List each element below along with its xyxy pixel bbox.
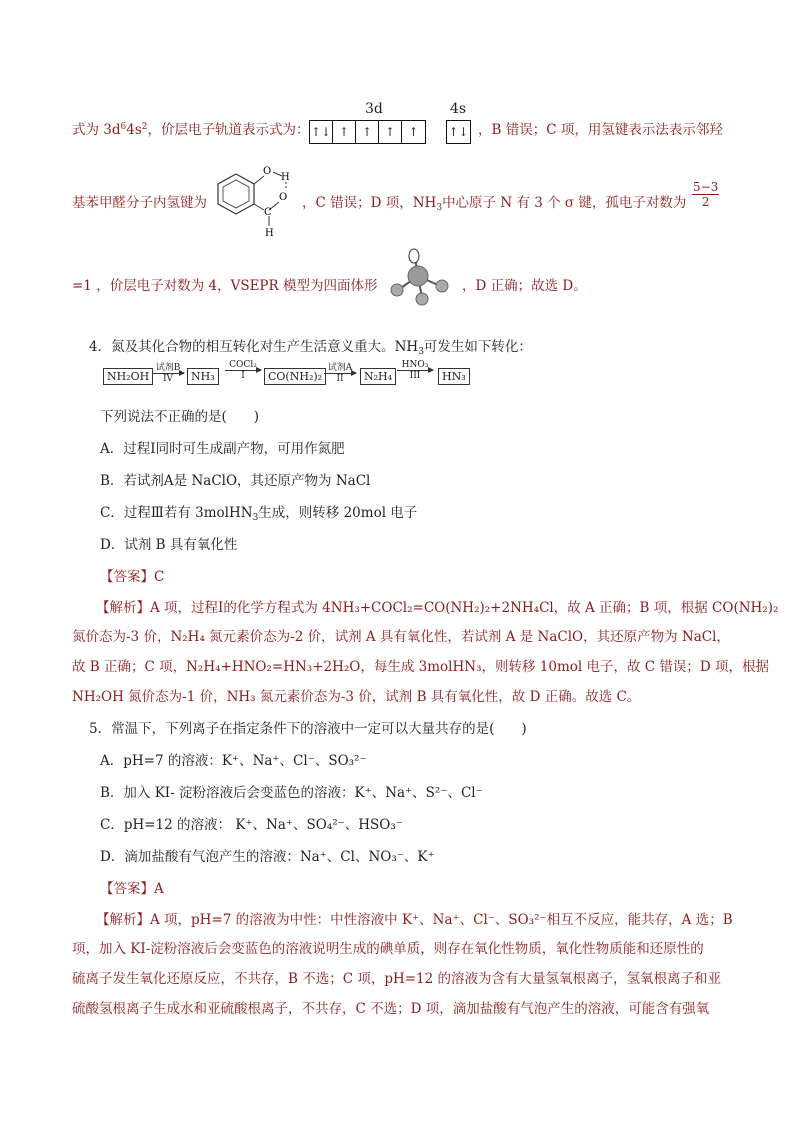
q5-explanation-3: 硫离子发生氧化还原反应，不共存，B 不选；C 项，pH=12 的溶液为含有大量氢氧根离子，氢氧根离子和亚 [72, 971, 722, 987]
fraction: 5−3 2 [693, 180, 719, 209]
orbital-4s-box: ↑↓ [446, 120, 471, 144]
q4-answer: 【答案】C [100, 569, 165, 585]
q5-answer: 【答案】A [100, 881, 164, 897]
tetrahedral-model [384, 244, 460, 306]
q4-option-d: D．试剂 B 具有氧化性 [100, 537, 238, 553]
orbital-3d-boxes: ↑↓ ↑ ↑ ↑ ↑ [309, 120, 426, 144]
q5-option-c: C．pH=12 的溶液： K⁺、Na⁺、SO₄²⁻、HSO₃⁻ [100, 817, 403, 833]
mol-h1: H [281, 172, 290, 183]
q4-option-b: B．若试剂A是 NaClO，其还原产物为 NaCl [100, 473, 371, 489]
prev-line-1: 式为 $3d^64s^2$，价层电子轨道表示式为： [72, 122, 310, 138]
mol-c: C [264, 207, 272, 218]
q5-explanation-1: 【解析】A 项，pH=7 的溶液为中性：中性溶液中 K⁺、Na⁺、Cl⁻、SO₃²⁻相互不反应，能共存，A 选；B [96, 912, 733, 928]
orbital-4s-label: 4s [450, 101, 467, 117]
q4-explanation-4: NH₂OH 氮价态为-1 价，NH₃ 氮元素价态为-3 价，试剂 B 具有氧化性，故 D 正确。故选 C。 [72, 689, 641, 705]
q5-option-d: D．滴加盐酸有气泡产生的溶液：Na⁺、Cl、NO₃⁻、K⁺ [100, 849, 435, 865]
flow-box-n2h4: N₂H₄ [360, 368, 396, 385]
flow-arrow-iv: 试剂B IV [152, 360, 184, 384]
q4-explanation-1: 【解析】A 项，过程Ⅰ的化学方程式为 4NH₃+COCl₂=CO(NH₂)₂+2NH₄Cl，故 A 正确；B 项，根据 CO(NH₂)₂ [96, 600, 779, 616]
q5-option-a: A．pH=7 的溶液：K⁺、Na⁺、Cl⁻、SO₃²⁻ [100, 753, 367, 769]
q4-explanation-3: 故 B 正确；C 项，N₂H₄+HNO₂=HN₃+2H₂O，每生成 3molHN₃，则转移 10mol 电子，故 C 错误；D 项，根据 [72, 659, 770, 675]
mol-o1: O [263, 166, 272, 177]
q4-explanation-2: 氮价态为-3 价，N₂H₄ 氮元素价态为-2 价，试剂 A 具有氧化性，若试剂 A 是 NaClO，其还原产物为 NaCl， [72, 629, 730, 645]
hydrogen-bond-structure [206, 158, 302, 238]
prev-line-2-mid: ，C 错误；D 项，$NH_3$中心原子 N 有 3 个 σ 键，孤电子对数为 [302, 195, 687, 213]
flow-box-urea: CO(NH₂)₂ [264, 368, 326, 385]
flow-arrow-ii: 试剂A II [324, 360, 356, 384]
prev-line-2: 基苯甲醛分子内氢键为 [72, 195, 207, 211]
prev-line-3: =1 ，价层电子对数为 4，VSEPR 模型为四面体形 [72, 278, 378, 294]
flow-box-nh3: NH₃ [187, 368, 219, 385]
q5-explanation-2: 项，加入 KI-淀粉溶液后会变蓝色的溶液说明生成的碘单质，则存在氧化性物质，氧化性物质能和还原性的 [72, 941, 704, 957]
q4-stem: 4．氮及其化合物的相互转化对生产生活意义重大。$NH_3$可发生如下转化： [89, 339, 532, 357]
prev-line-1-end: ，B 错误；C 项，用氢键表示法表示邻羟 [478, 122, 723, 138]
q4-option-c: C．过程Ⅲ若有 3molHN$_3$生成，则转移 20mol 电子 [100, 505, 418, 523]
mol-h2: H [265, 228, 274, 238]
flow-box-nh2oh: NH₂OH [103, 368, 153, 385]
q4-ask: 下列说法不正确的是( ) [100, 409, 260, 425]
flow-box-hn3: HN₃ [438, 368, 470, 385]
q5-stem: 5．常温下，下列离子在指定条件下的溶液中一定可以大量共存的是( ) [89, 721, 527, 737]
prev-line-3-end: ，D 正确；故选 D。 [462, 278, 587, 294]
mol-o2: O [279, 192, 288, 203]
orbital-3d-label: 3d [365, 101, 383, 117]
flow-arrow-iii: HNO₃ III [397, 360, 433, 381]
q5-explanation-4: 硫酸氢根离子生成水和亚硫酸根离子，不共存，C 不选；D 项，滴加盐酸有气泡产生的溶液，可能含有强氧 [72, 1001, 710, 1017]
flow-arrow-i: COCl₂ I [225, 360, 261, 381]
q4-option-a: A．过程Ⅰ同时可生成副产物，可用作氮肥 [100, 441, 345, 457]
q5-option-b: B．加入 KI- 淀粉溶液后会变蓝色的溶液：K⁺、Na⁺、S²⁻、Cl⁻ [100, 785, 483, 801]
